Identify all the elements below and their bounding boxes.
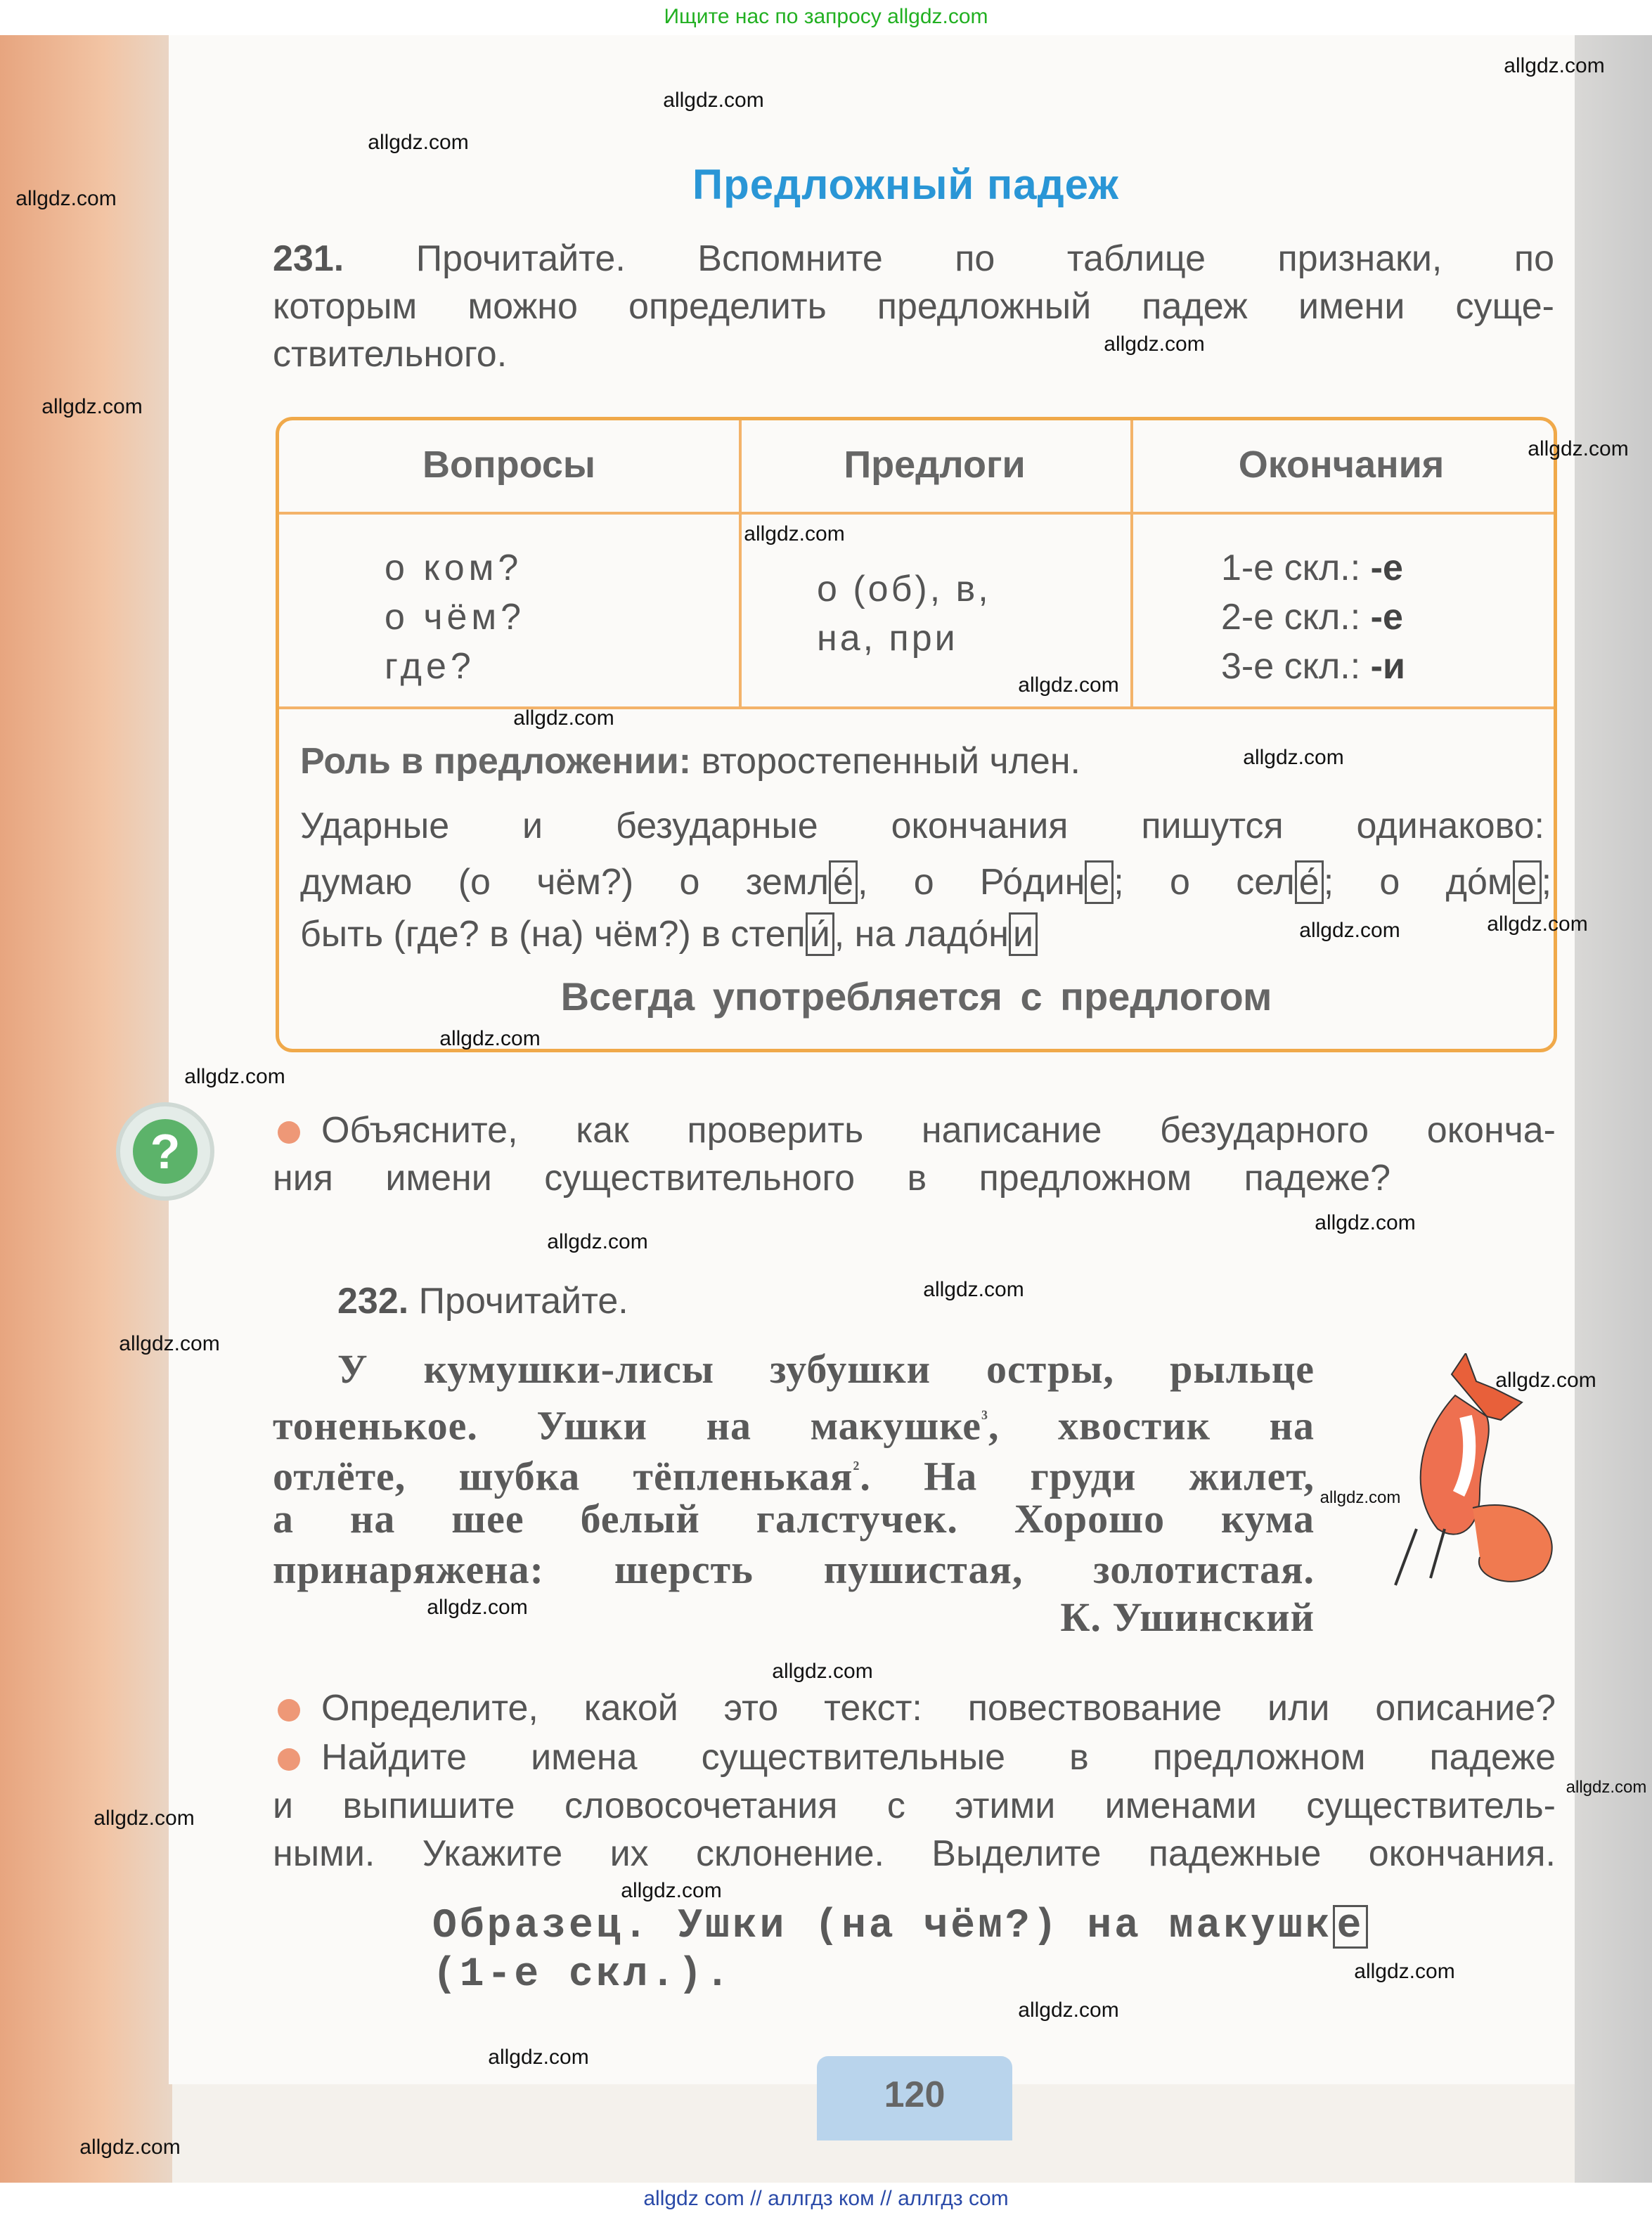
divider [279,512,1554,515]
task-line-1 [278,1687,1556,1729]
instruction: Прочитайте. [418,1281,628,1322]
ending: -е [1370,597,1403,638]
question-text: Объясните, как проверить написание безударного оконча- [321,1110,1556,1151]
prepositions-cell [817,564,991,663]
bullet-icon [278,1748,300,1771]
ending-row [1221,543,1405,593]
header-prepositions: Предлоги [844,444,1026,486]
role-label: Роль в предложении: [300,741,692,782]
footnote-mark: ² [853,1457,860,1480]
task-line-3: и выпишите словосочетания с этими именами существитель- [273,1785,1556,1826]
poem-text: . На груди жилет, [860,1453,1315,1499]
watermark: allgdz.com [1018,1998,1119,2022]
ending: -и [1370,646,1405,687]
ending-box: е́ [829,860,858,904]
bullet-icon [278,1699,300,1722]
watermark: allgdz.com [184,1065,285,1088]
watermark: allgdz.com [439,1027,541,1050]
task-line-4: ными. Укажите их склонение. Выделите падежные окончания. [273,1833,1556,1874]
divider [279,706,1554,709]
preposition: о (об), в, [817,569,991,609]
question: о ком? [385,548,523,588]
watermark: allgdz.com [1504,54,1605,77]
page-right-edge [1575,35,1652,2183]
header-questions: Вопросы [422,444,595,486]
ending-row [1221,642,1405,691]
bottom-banner[interactable]: allgdz com // аллгдз ком // аллгдз com [0,2183,1652,2215]
watermark: allgdz.com [119,1332,220,1355]
rules-table [276,417,1557,1052]
bullet-icon [278,1121,300,1144]
watermark: allgdz.com [1018,673,1119,697]
questions-cell [385,543,525,691]
poem-line [273,1394,1315,1450]
ending-box: е [1085,860,1114,904]
watermark: allgdz.com [772,1660,873,1683]
ending: -е [1370,548,1403,588]
ex231-line-3: ствительного. [273,334,508,375]
example-line-1 [300,858,1551,907]
watermark: allgdz.com [1528,437,1629,460]
question-line-1 [278,1109,1556,1151]
poem-text: тоненькое. Ушки на макушке [273,1402,981,1449]
watermark: allgdz.com [1299,919,1400,942]
declension: 2-е скл.: [1221,597,1361,638]
example-text: ; [1541,862,1552,903]
ex231-line-1 [273,238,1554,280]
example-text: , о Ро́дин [857,862,1085,903]
exercise-number: 231. [273,238,344,279]
sample-line-1 [432,1905,1368,1949]
sample-text: Образец. Ушки (на чём?) на макушк [432,1904,1333,1949]
question-line-2: ния имени существительного в предложном падеже? [273,1158,1390,1199]
example-text: , на ладо́н [834,914,1009,955]
watermark: allgdz.com [663,89,764,112]
watermark: allgdz.com [93,1807,195,1830]
page-number: 120 [817,2056,1012,2140]
ending-box: е [1513,860,1542,904]
poem-text: , хвостик на [988,1402,1315,1449]
watermark: allgdz.com [1495,1369,1596,1392]
ex232-header [337,1280,628,1322]
watermark: allgdz.com [1315,1211,1416,1234]
endings-cell [1221,543,1405,691]
example-text: ; о до́м [1323,862,1513,903]
poem-line [273,1445,1315,1501]
watermark: allgdz.com [513,706,614,730]
watermark: allgdz.com [1354,1960,1455,1983]
role-line [300,737,1080,786]
sample-line-2: (1-е скл.). [432,1952,733,1998]
poem-author: К. Ушинский [1060,1594,1315,1640]
watermark: allgdz.com [1243,746,1344,769]
watermark: allgdz.com [1104,332,1205,356]
watermark: allgdz.com [621,1879,722,1902]
watermark: allgdz.com [79,2136,181,2159]
ending-box: е [1333,1905,1369,1949]
always-line: Всегда употребляется с предлогом [560,974,1272,1019]
task-line-2 [278,1736,1556,1778]
question: где? [385,646,475,687]
ending-box: и [1009,912,1038,956]
example-text: ; о сел [1114,862,1295,903]
watermark: allgdz.com [488,2046,589,2069]
watermark: allgdz.com [744,522,845,545]
watermark: allgdz.com [1566,1778,1647,1797]
poem-line: принаряжена: шерсть пушистая, золотистая. [273,1546,1315,1592]
ex231-text: Прочитайте. Вспомните по таблице признаки, по [415,238,1554,279]
watermark: allgdz.com [368,131,469,154]
example-text: думаю (о чём?) о земл [300,862,830,903]
example-line-2 [300,910,1038,959]
task-text: Определите, какой это текст: повествование или описание? [321,1688,1556,1729]
example-text: быть (где? в (на) чём?) в степ [300,914,806,955]
ending-box: е́ [1295,860,1324,904]
top-banner[interactable]: Ищите нас по запросу allgdz.com [0,0,1652,35]
watermark: allgdz.com [15,187,117,210]
ending-row [1221,593,1405,642]
declension: 1-е скл.: [1221,548,1361,588]
poem-line: а на шее белый галстучек. Хорошо кума [273,1496,1315,1542]
question-icon: ? [116,1102,214,1201]
watermark: allgdz.com [41,395,143,418]
role-value: второстепенный член. [701,741,1080,782]
rule-line: Ударные и безударные окончания пишутся одинаково: [300,806,1544,846]
watermark: allgdz.com [427,1596,528,1619]
footnote-mark: ³ [981,1407,988,1430]
watermark: allgdz.com [547,1230,648,1253]
question: о чём? [385,597,526,638]
ending-box: и́ [806,912,834,956]
page-title: Предложный падеж [692,161,1119,208]
watermark: allgdz.com [1487,912,1588,936]
header-endings: Окончания [1238,444,1445,486]
poem-text: отлёте, шубка тёпленькая [273,1453,853,1499]
poem-line: У кумушки-лисы зубушки остры, рыльце [337,1346,1315,1392]
task-text: Найдите имена существительные в предложном падеже [321,1737,1556,1778]
preposition: на, при [817,618,958,659]
exercise-number: 232. [337,1281,409,1322]
declension: 3-е скл.: [1221,646,1361,687]
ex231-line-2: которым можно определить предложный падеж имени суще- [273,286,1554,327]
watermark: allgdz.com [923,1278,1024,1301]
watermark: allgdz.com [1319,1488,1401,1507]
